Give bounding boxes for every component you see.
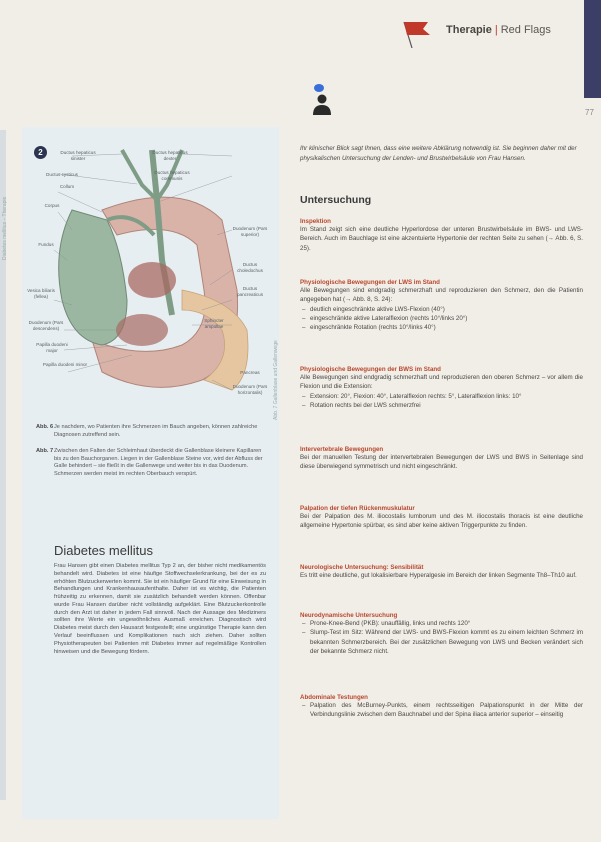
diabetes-text: Frau Hansen gibt einen Diabetes mellitus Typ 2 an, der bisher nicht medikamentös behandelt wird. Diabetes ist eine häufige Stoffwechselerkrankung, bei der es zu erhöhten Blutzuckerwerten kommt. Sie ist ein häufiger Grund für eine Einweisung in Behandlungen und Krankenhausaufenthalte. Daher ist es wichtig, die Patienten frühzeitig zu erkennen, damit sie zusätzlich behandelt werden können. Offenbar wurde Frau Hansen darüber nicht vollständig aufgeklärt. Eine Blutzuckerkontrolle durch den Arzt ist daher in jedem Fall sinnvoll. Nach der Aussage des Mediziners sollten ihre Werte ein ungewöhnliches Ausmaß erreichen. Diagnostisch wird Diabetes meist durch den Hausarzt festgestellt; eine ungünstige Therapie kann den Verlauf beeinflussen und Komplikationen nach sich ziehen. Daher sollten Physiotherapeuten bei Patienten mit Diabetes immer auf regelmäßige Kontrollen hinweisen und die Bewegung fördern.	[54, 563, 266, 655]
section-intervertebrale-bewegungen	[300, 446, 583, 472]
diabetes-heading: Diabetes mellitus	[54, 543, 153, 558]
figure-label: Ductus hepaticus sinister	[60, 150, 96, 161]
figure-label: Pancreas	[240, 370, 260, 375]
section-heading: Abdominale Testungen	[300, 694, 368, 701]
section-palpation	[300, 505, 583, 531]
figure-label: Ductus choledochus	[237, 262, 263, 273]
section-heading: Neurologische Untersuchung: Sensibilität	[300, 564, 424, 571]
figure-label: Vesica biliaris (fellea)	[27, 288, 55, 299]
header-title	[446, 24, 551, 36]
list-item: – Palpation des McBurney-Punkts, einem rechtsseitigen Palpationspunkt in der Mitte der Verbindungslinie zwischen dem Bauchnabel und der Spina iliaca anterior superior – einseitig	[300, 701, 583, 720]
section-abdominale-testungen	[300, 694, 583, 720]
therapist-speech-icon	[310, 82, 336, 116]
list-item: – deutlich eingeschränkte aktive LWS-Flexion (40°)	[300, 305, 583, 314]
caption-number: Abb. 6	[36, 424, 54, 430]
caption-number: Abb. 7	[36, 448, 54, 454]
header-title-main: Therapie	[446, 24, 492, 36]
figure-label: Sphincter ampullae	[204, 318, 224, 329]
section-inspektion	[300, 218, 583, 253]
list-item: – eingeschränkte Rotation (rechts 10°/links 40°)	[300, 323, 583, 332]
figure-credit: Abb. 7 Gallenblase und Gallenwege	[273, 340, 279, 420]
list-item: – Extension: 20°, Flexion: 40°, Lateralflexion rechts: 5°, Lateralflexion links: 10°	[300, 392, 583, 401]
margin-note-left: Diabetes mellitus – Therapie	[2, 196, 8, 260]
figure-label: Corpus	[44, 203, 60, 208]
list-item: – Slump-Test im Sitz: Während der LWS- und BWS-Flexion kommt es zu einem leichten Schmerz im bekannten Schmerzbereich. Bei der zusätzlichen Bewegung von LWS und Becken verändert sich der bekannte Schmerz nicht.	[300, 628, 583, 656]
section-text: Im Stand zeigt sich eine deutliche Hyperlordose der unteren Brustwirbelsäule im BWS- und LWS-Bereich. Auch im Bauchlage ist eine akzentuierte Hypertonie der rechten Seite zu sehen (→ Abb. 6, S. 25).	[300, 226, 583, 252]
section-heading: Inspektion	[300, 218, 331, 225]
section-bws-bewegungen	[300, 366, 583, 410]
figure-caption-7	[36, 448, 268, 478]
section-text: Alle Bewegungen sind endgradig schmerzhaft und reproduzieren den oberen Schmerz – vor allem die Flexion und die Extension:	[300, 374, 583, 391]
figure-label: Ductus hepaticus communis	[154, 170, 190, 181]
section-heading: Intervertebrale Bewegungen	[300, 446, 384, 453]
header-separator: |	[494, 24, 498, 36]
caption-text: Je nachdem, wo Patienten ihre Schmerzen im Bauch angeben, können zahlreiche Diagnosen zutreffend sein.	[54, 424, 258, 438]
figure-label: Collum	[59, 184, 75, 189]
figure-label: Ductus pancreaticus	[236, 286, 264, 297]
section-text: Alle Bewegungen sind endgradig schmerzhaft und reproduzieren den Schmerz, den die Patientin angegeben hat (→ Abb. 8, S. 24):	[300, 287, 583, 304]
intro-paragraph: Ihr klinischer Blick sagt Ihnen, dass eine weitere Abklärung notwendig ist. Sie beginnen daher mit der physikalischen Untersuchung der Lenden- und Brustwirbelsäule von Frau Hansen.	[300, 145, 577, 162]
list-item: – Prone-Knee-Bend (PKB): unauffällig, links und rechts 120°	[300, 619, 583, 628]
list-item: – eingeschränkte aktive Lateralflexion (rechts 10°/links 20°)	[300, 314, 583, 323]
figure-number-badge: 2	[34, 146, 47, 159]
figure-label: Duodenum (Pars superior)	[232, 226, 268, 237]
caption-text: Zwischen den Falten der Schleimhaut überdeckt die Gallenblase kleinere Kapillaren bis zu den Bauchorganen. Liegen in der Gallenblase Steine vor, wird der Abfluss der Galle behindert – sie fließt in die Gallenwege und weiter bis in das Duodenum. Schmerzen werden meist im rechten Oberbauch verspürt.	[54, 448, 263, 477]
page-number: 77	[585, 108, 594, 117]
section-lws-bewegungen	[300, 279, 583, 332]
figure-label: Papilla duodeni minor	[42, 362, 88, 367]
figure-label: Papilla duodeni major	[36, 342, 68, 353]
section-sensibilitaet	[300, 564, 583, 580]
section-heading: Palpation der tiefen Rückenmuskulatur	[300, 505, 415, 512]
flag-icon	[398, 18, 438, 48]
chapter-tab	[584, 0, 601, 98]
figure-label: Duodenum (Pars horizontalis)	[232, 384, 268, 395]
figure-label: Ductus cysticus	[46, 172, 78, 177]
figure-label: Fundus	[38, 242, 54, 247]
section-text: Bei der Palpation des M. iliocostalis lumborum und des M. iliocostalis thoracis ist eine deutliche allgemeine Hypertonie spürbar, es sind aber keine aktiven Triggerpunkte zu finden.	[300, 513, 583, 530]
figure-caption-6	[36, 424, 268, 439]
section-heading: Neurodynamische Untersuchung	[300, 612, 398, 619]
header-title-sub: Red Flags	[500, 24, 551, 36]
section-heading: Physiologische Bewegungen der LWS im Stand	[300, 279, 440, 286]
list-item: – Rotation rechts bei der LWS schmerzfrei	[300, 401, 583, 410]
section-text: Es tritt eine deutliche, gut lokalisierbare Hyperalgesie im Bereich der linken Segmente Th8–Th10 auf.	[300, 572, 577, 579]
section-text: Bei der manuellen Testung der intervertebralen Bewegungen der LWS und BWS in Seitenlage sind diese überwiegend symmetrisch und nicht eingeschränkt.	[300, 454, 583, 471]
section-heading: Physiologische Bewegungen der BWS im Stand	[300, 366, 441, 373]
figure-label: Duodenum (Pars descendens)	[28, 320, 64, 331]
figure-label: Ductus hepaticus dexter	[152, 150, 188, 161]
section-neurodynamik	[300, 612, 583, 656]
section-title-untersuchung: Untersuchung	[300, 194, 372, 206]
